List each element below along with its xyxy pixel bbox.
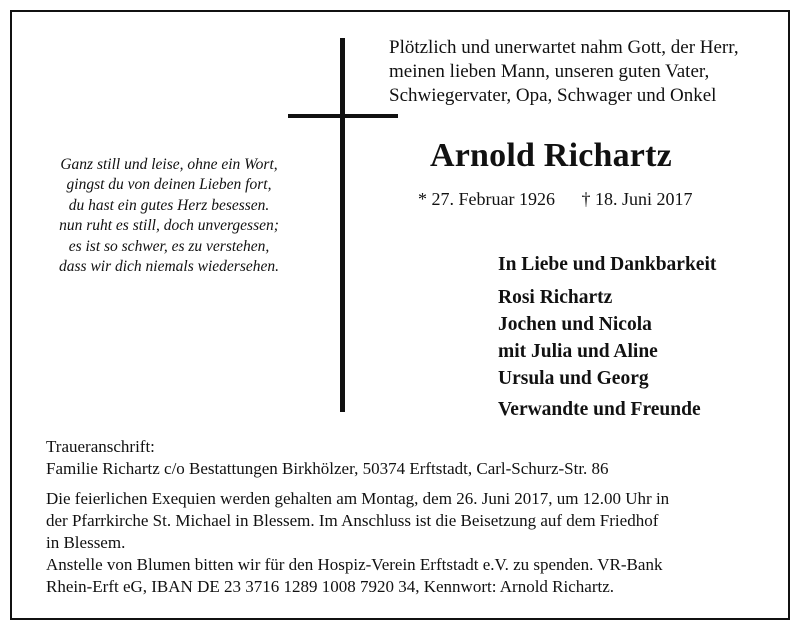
mourners-heading: In Liebe und Dankbarkeit — [498, 254, 717, 275]
donation-line: Rhein-Erft eG, IBAN DE 23 3716 1289 1008 7920 34, Kennwort: Arnold Richartz. — [46, 577, 614, 596]
life-dates — [418, 189, 693, 210]
exequies-line: in Blessem. — [46, 533, 126, 552]
birth-date: * 27. Februar 1926 — [418, 189, 555, 209]
poem-line: Ganz still und leise, ohne ein Wort, — [60, 156, 278, 173]
mourner-name: Rosi Richartz — [498, 287, 613, 308]
poem-line: nun ruht es still, doch unvergessen; — [59, 217, 279, 235]
address-label: Traueranschrift: — [46, 437, 155, 456]
mourner-name: Jochen und Nicola — [498, 314, 652, 335]
mourners-block — [498, 251, 716, 423]
mourner-name: Ursula und Georg — [498, 368, 649, 389]
deceased-name: Arnold Richartz — [430, 137, 672, 174]
footer-text — [46, 436, 776, 598]
mourning-address: Familie Richartz c/o Bestattungen Birkhölzer, 50374 Erftstadt, Carl-Schurz-Str. 86 — [46, 459, 609, 478]
mourner-name: mit Julia und Aline — [498, 341, 658, 362]
intro-line: Schwiegervater, Opa, Schwager und Onkel — [389, 85, 717, 106]
exequies-line: der Pfarrkirche St. Michael in Blessem. Im Anschluss ist die Beisetzung auf dem Friedhof — [46, 511, 659, 530]
donation-line: Anstelle von Blumen bitten wir für den Hospiz-Verein Erftstadt e.V. zu spenden. VR-Bank — [46, 555, 663, 574]
poem-line: dass wir dich niemals wiedersehen. — [59, 258, 279, 276]
exequies-line: Die feierlichen Exequien werden gehalten am Montag, dem 26. Juni 2017, um 12.00 Uhr in — [46, 489, 670, 508]
poem — [24, 155, 314, 277]
intro-line: Plötzlich und unerwartet nahm Gott, der Herr, — [389, 37, 739, 58]
cross-horizontal-beam — [288, 114, 398, 118]
intro-line: meinen lieben Mann, unseren guten Vater, — [389, 61, 710, 82]
cross-vertical-beam — [340, 38, 345, 412]
poem-line: du hast ein gutes Herz besessen. — [68, 196, 270, 214]
poem-line: es ist so schwer, es zu verstehen, — [68, 237, 270, 255]
death-date: † 18. Juni 2017 — [581, 189, 693, 209]
poem-line: gingst du von deinen Lieben fort, — [66, 176, 272, 194]
mourners-closing: Verwandte und Freunde — [498, 399, 701, 420]
intro-text — [389, 36, 779, 108]
